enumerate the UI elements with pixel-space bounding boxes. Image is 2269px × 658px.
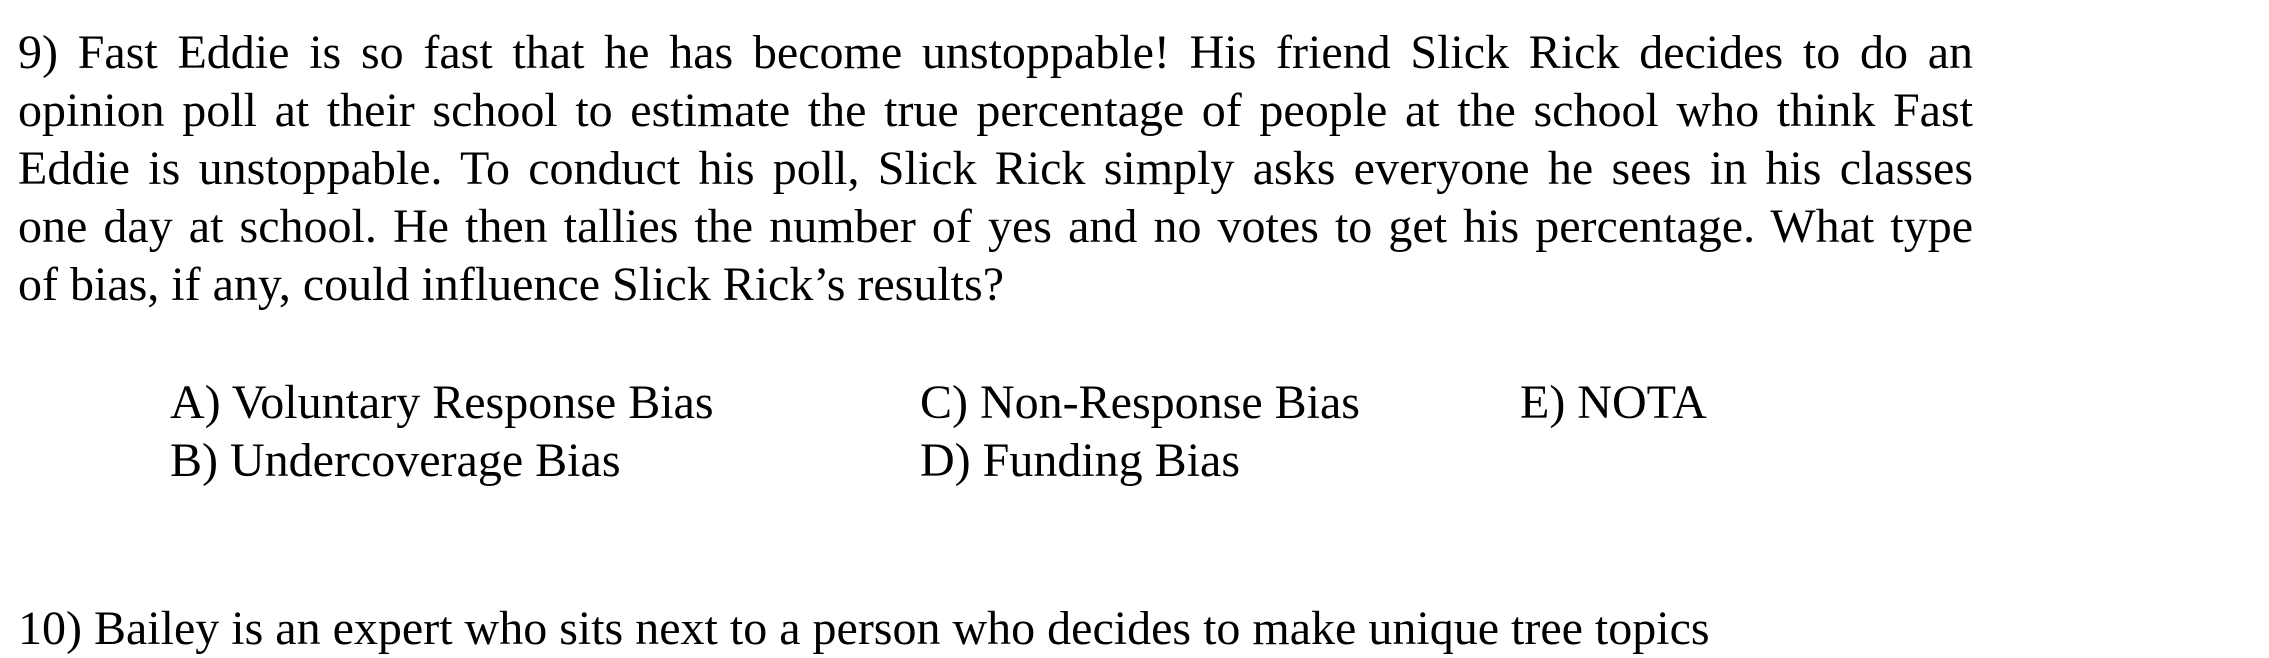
question-10-partial: 10) Bailey is an expert who sits next to a person who decides to make unique tree topics bbox=[18, 602, 1710, 655]
question-line-5: of bias, if any, could influence Slick Rick’s results? bbox=[18, 258, 1004, 311]
question-9 bbox=[18, 24, 2008, 314]
answer-choice-e: E) NOTA bbox=[1520, 376, 1707, 429]
answer-choice-d: D) Funding Bias bbox=[920, 434, 1241, 487]
question-line-1: 9) Fast Eddie is so fast that he has become unstoppable! His friend Slick Rick decides to do an bbox=[18, 26, 1973, 79]
answer-choice-c: C) Non-Response Bias bbox=[920, 376, 1360, 429]
question-line-3: Eddie is unstoppable. To conduct his poll, Slick Rick simply asks everyone he sees in his classes bbox=[18, 142, 1973, 195]
question-line-2: opinion poll at their school to estimate the true percentage of people at the school who think Fast bbox=[18, 84, 1973, 137]
question-line-4: one day at school. He then tallies the number of yes and no votes to get his percentage. What type bbox=[18, 200, 1973, 253]
answer-choice-a: A) Voluntary Response Bias bbox=[170, 376, 714, 429]
answer-choice-b: B) Undercoverage Bias bbox=[170, 434, 621, 487]
